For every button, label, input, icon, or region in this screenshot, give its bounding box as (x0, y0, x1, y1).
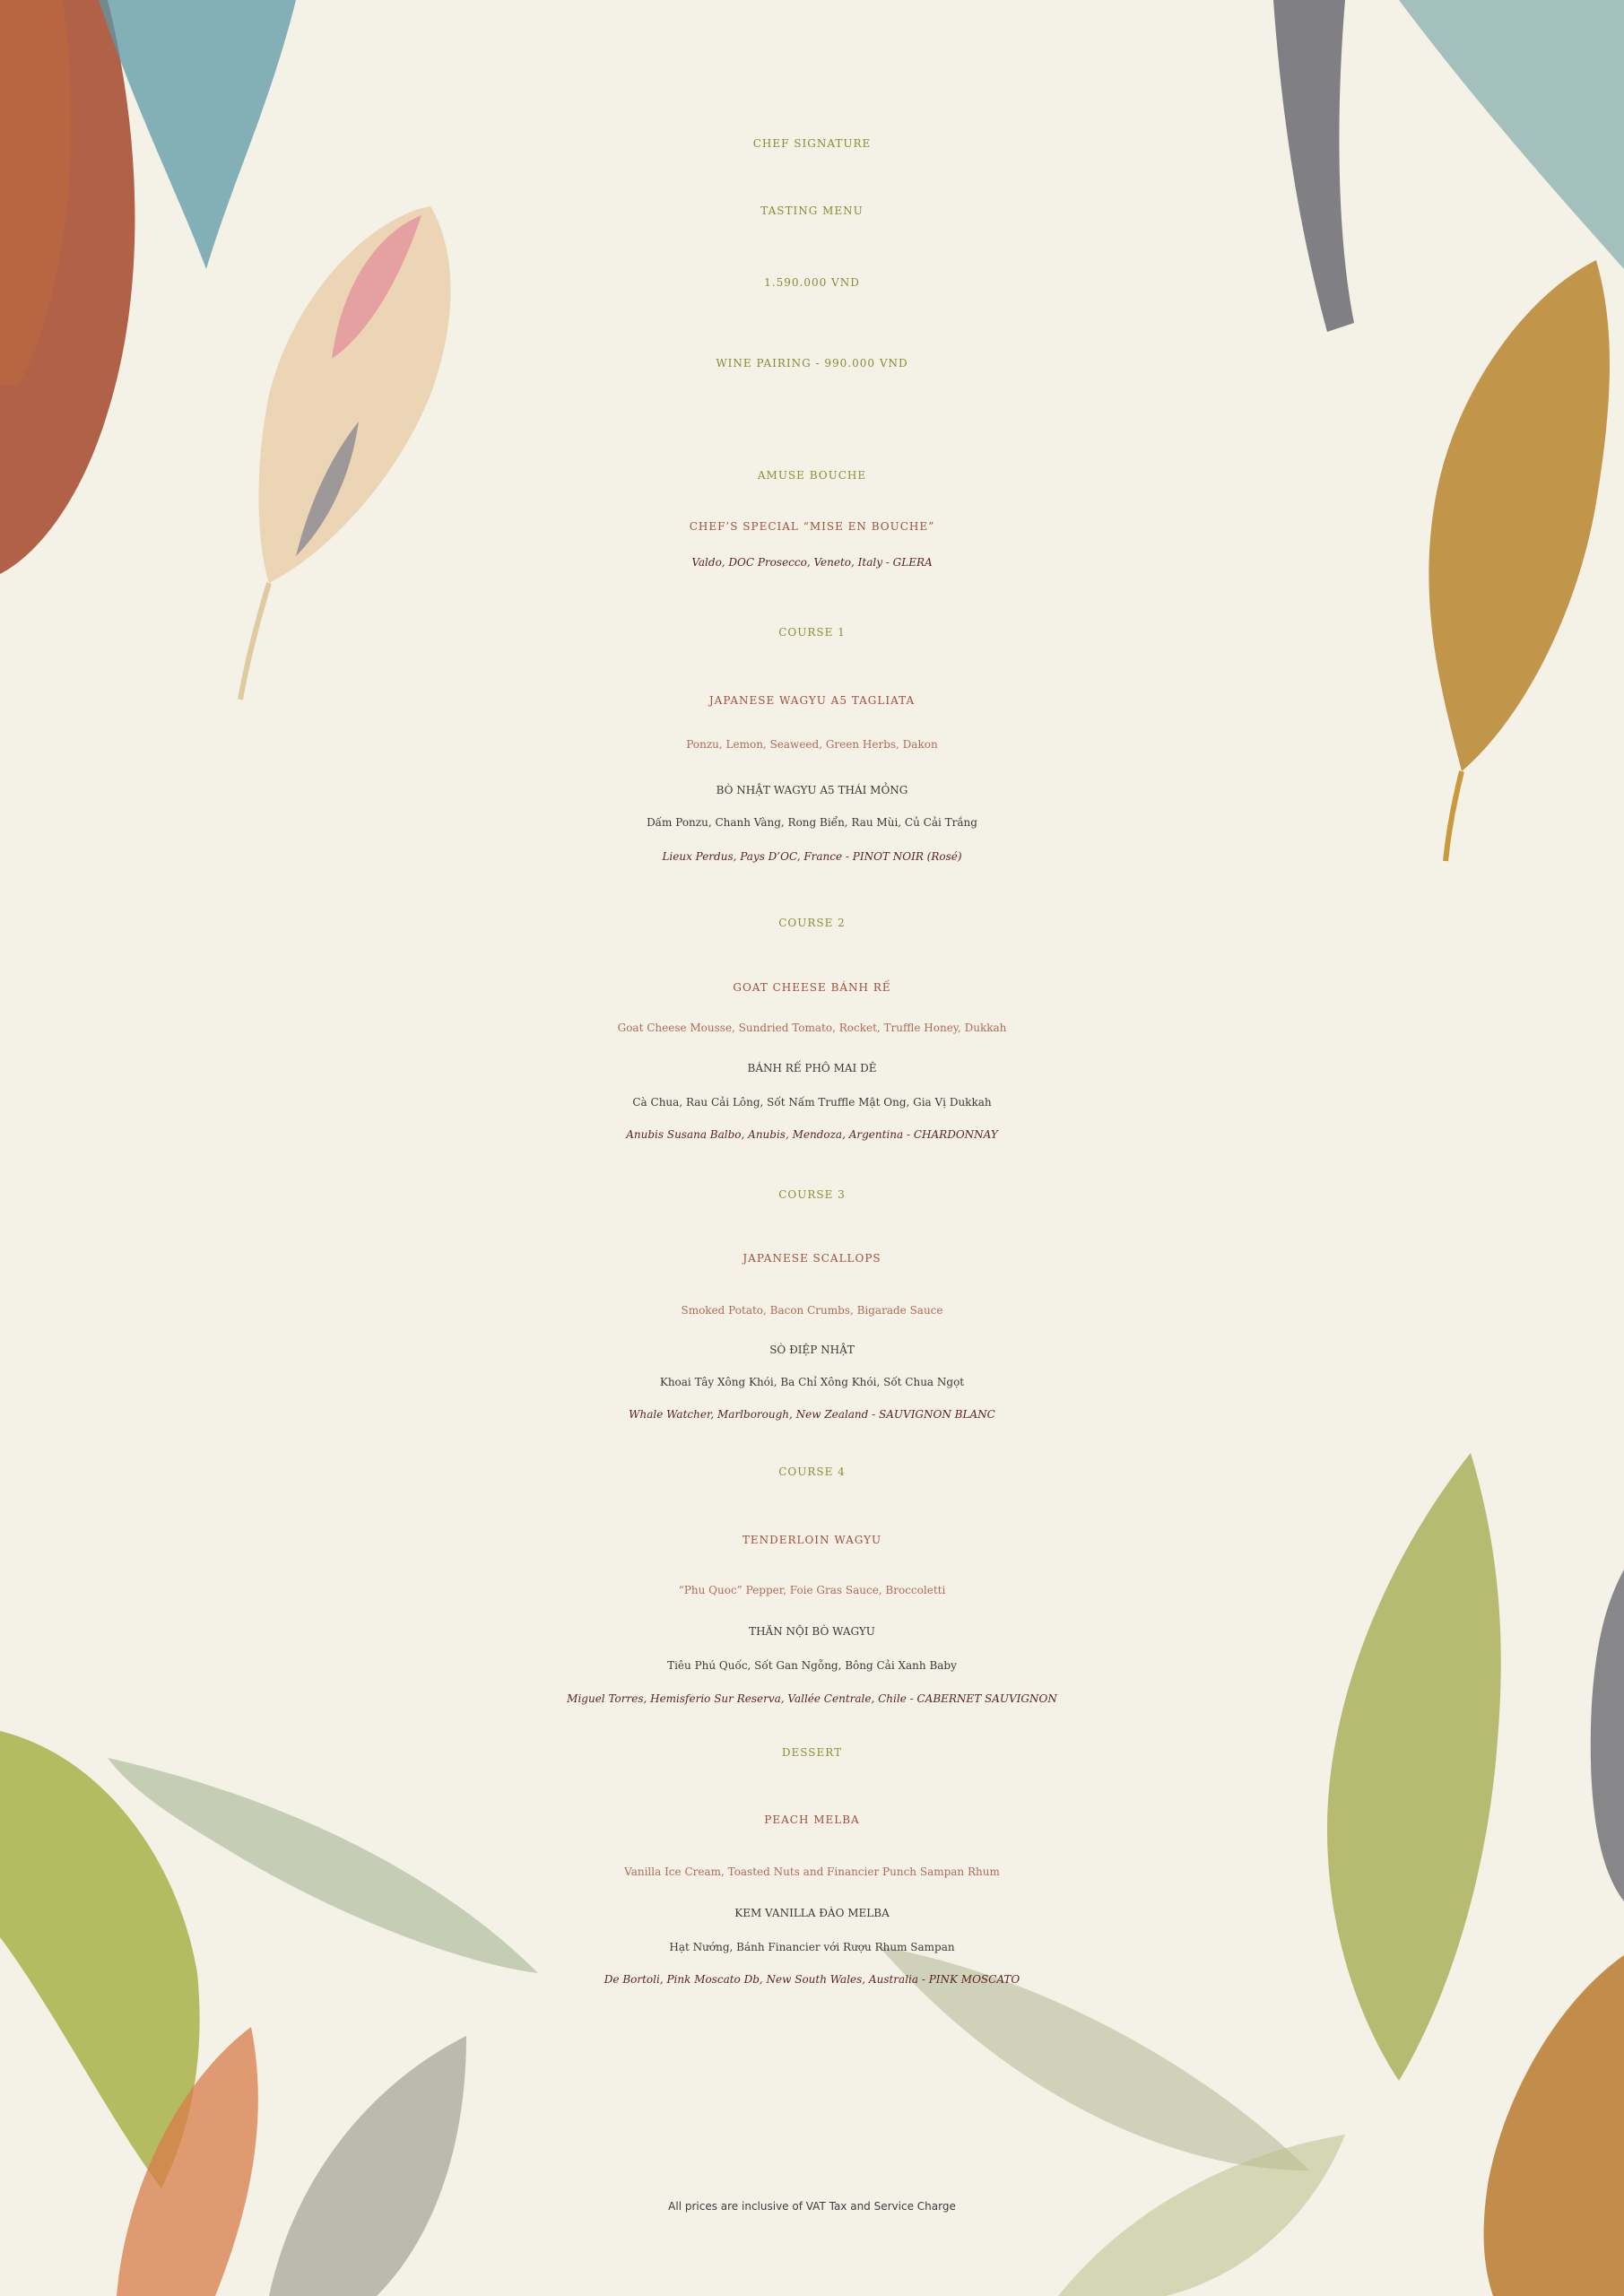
dish-name: JAPANESE WAGYU A5 TAGLIATA (708, 694, 916, 707)
dish-description: Smoked Potato, Bacon Crumbs, Bigarade Sauce (681, 1304, 943, 1317)
section-title-course-1: COURSE 1 (778, 626, 846, 639)
menu-price: 1.590.000 VND (764, 276, 860, 289)
menu-title-line-1: CHEF SIGNATURE (752, 137, 872, 150)
dish-description-vietnamese: Tiêu Phú Quốc, Sốt Gan Ngỗng, Bông Cải Xanh Baby (667, 1659, 957, 1672)
section-title-dessert: DESSERT (781, 1746, 843, 1759)
wine-pairing: Anubis Susana Balbo, Anubis, Mendoza, Argentina - CHARDONNAY (626, 1128, 998, 1141)
dish-name-vietnamese: BÒ NHẬT WAGYU A5 THÁI MỎNG (716, 784, 908, 796)
dish-name-vietnamese: THĂN NỘI BÒ WAGYU (749, 1625, 875, 1638)
dish-description-vietnamese: Dấm Ponzu, Chanh Vàng, Rong Biển, Rau Mùi, Củ Cải Trắng (647, 816, 977, 829)
dish-description: Goat Cheese Mousse, Sundried Tomato, Rocket, Truffle Honey, Dukkah (617, 1022, 1007, 1034)
dish-name-vietnamese: SÒ ĐIỆP NHẬT (769, 1344, 855, 1356)
dish-name: GOAT CHEESE BÁNH RẾ (733, 981, 891, 994)
dish-name-vietnamese: KEM VANILLA ĐÀO MELBA (734, 1907, 890, 1919)
dish-description: Vanilla Ice Cream, Toasted Nuts and Financier Punch Sampan Rhum (624, 1866, 1000, 1878)
wine-pairing-price: WINE PAIRING - 990.000 VND (716, 357, 908, 370)
section-title-course-4: COURSE 4 (778, 1465, 846, 1478)
wine-pairing: Whale Watcher, Marlborough, New Zealand - SAUVIGNON BLANC (629, 1408, 995, 1421)
wine-pairing: Miguel Torres, Hemisferio Sur Reserva, Vallée Centrale, Chile - CABERNET SAUVIGNON (567, 1692, 1057, 1705)
footer-tax-note: All prices are inclusive of VAT Tax and Service Charge (668, 2200, 956, 2213)
dish-name: PEACH MELBA (764, 1813, 860, 1826)
section-title-course-2: COURSE 2 (778, 917, 846, 929)
dish-description-vietnamese: Khoai Tây Xông Khói, Ba Chỉ Xông Khói, Sốt Chua Ngọt (659, 1376, 965, 1388)
dish-description-vietnamese: Hạt Nướng, Bánh Financier với Rượu Rhum Sampan (669, 1941, 955, 1953)
section-title-amuse-bouche: AMUSE BOUCHE (757, 469, 867, 482)
wine-pairing: De Bortoli, Pink Moscato Db, New South Wales, Australia - PINK MOSCATO (604, 1973, 1020, 1986)
menu-title-line-2: TASTING MENU (760, 204, 864, 217)
dish-description-vietnamese: Cà Chua, Rau Cải Lông, Sốt Nấm Truffle Mật Ong, Gia Vị Dukkah (632, 1096, 992, 1109)
dish-name: TENDERLOIN WAGYU (742, 1534, 882, 1546)
dish-name-vietnamese: BÁNH RẾ PHÔ MAI DÊ (747, 1062, 877, 1074)
dish-name: CHEF’S SPECIAL “MISE EN BOUCHE” (689, 520, 935, 533)
wine-pairing: Lieux Perdus, Pays D’OC, France - PINOT NOIR (Rosé) (662, 850, 962, 863)
dish-description: “Phu Quoc” Pepper, Foie Gras Sauce, Broccoletti (678, 1584, 946, 1596)
dish-description: Ponzu, Lemon, Seaweed, Green Herbs, Dakon (686, 738, 938, 751)
dish-name: JAPANESE SCALLOPS (743, 1252, 881, 1265)
wine-pairing: Valdo, DOC Prosecco, Veneto, Italy - GLERA (691, 556, 933, 569)
section-title-course-3: COURSE 3 (778, 1188, 846, 1201)
